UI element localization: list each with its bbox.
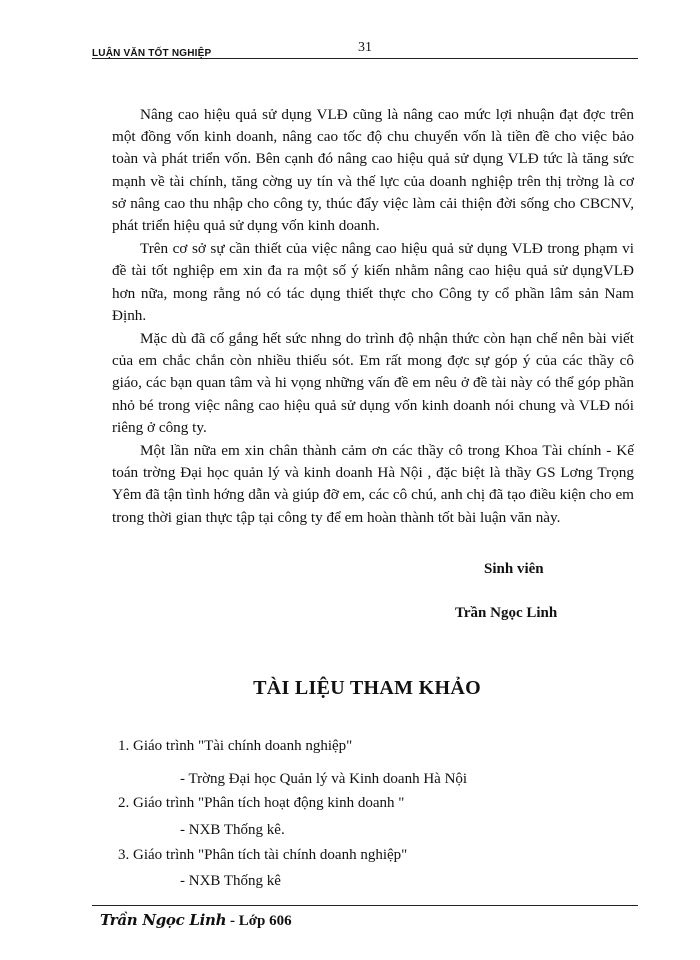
- reference-publisher: - Trờng Đại học Quản lý và Kinh doanh Hà Nội: [180, 771, 468, 787]
- body-text: [112, 104, 634, 529]
- footer-class: - Lớp 606: [230, 913, 292, 929]
- footer-author: Trần Ngọc Linh: [100, 911, 227, 929]
- header-title: LUẬN VĂN TỐT NGHIỆP: [92, 48, 212, 59]
- signature-name: Trần Ngọc Linh: [455, 605, 558, 621]
- paragraph: Nâng cao hiệu quả sử dụng VLĐ cũng là nâng cao mức lợi nhuận đạt đợc trên một đồng vốn kinh doanh, nâng cao tốc độ chu chuyển vốn là tiền đề cho việc bảo toàn và phát triển vốn. Bên cạnh đó nâng cao hiệu quả sử dụng VLĐ tức là tăng sức mạnh về tài chính, tăng cờng uy tín và thế lực của doanh nghiệp trên thị trờng là cơ sở nâng cao thu nhập cho công ty, thúc đẩy việc làm cải thiện đời sống cho CBCNV, phát triển hiệu quả sử dụng vốn kinh doanh.: [112, 106, 634, 235]
- page-number: 31: [358, 40, 372, 55]
- reference-publisher: - NXB Thống kê.: [180, 822, 285, 838]
- paragraph: Một lần nữa em xin chân thành cảm ơn các thầy cô trong Khoa Tài chính - Kế toán trờng Đại học quản lý và kinh doanh Hà Nội , đặc biệt là thầy GS Lơng Trọng Yêm đã tận tình hớng dẫn và giúp đỡ em, các cô chú, anh chị đã tạo điều kiện cho em trong thời gian thực tập tại công ty để em hoàn thành tốt bài luận văn này.: [112, 442, 634, 526]
- reference-title: 3. Giáo trình "Phân tích tài chính doanh nghiệp": [118, 847, 408, 863]
- references-heading-text: TÀI LIỆU THAM KHẢO: [253, 677, 481, 699]
- reference-title: 2. Giáo trình "Phân tích hoạt động kinh doanh ": [118, 795, 405, 811]
- footer-rule: [92, 905, 638, 906]
- page-footer: [100, 911, 292, 930]
- references-heading: [0, 677, 700, 700]
- signature-role: Sinh viên: [484, 561, 544, 577]
- header-rule: [92, 58, 638, 59]
- paragraph: Trên cơ sở sự cần thiết của việc nâng cao hiệu quả sử dụng VLĐ trong phạm vi đề tài tốt nghiệp em xin đa ra một số ý kiến nhằm nâng cao hiệu quả sử dụngVLĐ hơn nữa, mong rằng nó có tác dụng thiết thực cho Công ty cổ phần lâm sản Nam Định.: [112, 240, 634, 324]
- reference-title: 1. Giáo trình "Tài chính doanh nghiệp": [118, 738, 353, 754]
- reference-publisher: - NXB Thống kê: [180, 873, 281, 889]
- paragraph: Mặc dù đã cố gắng hết sức nhng do trình độ nhận thức còn hạn chế nên bài viết của em chắc chắn còn nhiều thiếu sót. Em rất mong đợc sự góp ý của các thầy cô giáo, các bạn quan tâm và hi vọng những vấn đề em nêu ở đề tài này có thể góp phần nhỏ bé trong việc nâng cao hiệu quả sử dụng vốn kinh doanh nói chung và VLĐ nói riêng ở công ty.: [112, 330, 634, 436]
- page-header: [92, 40, 638, 60]
